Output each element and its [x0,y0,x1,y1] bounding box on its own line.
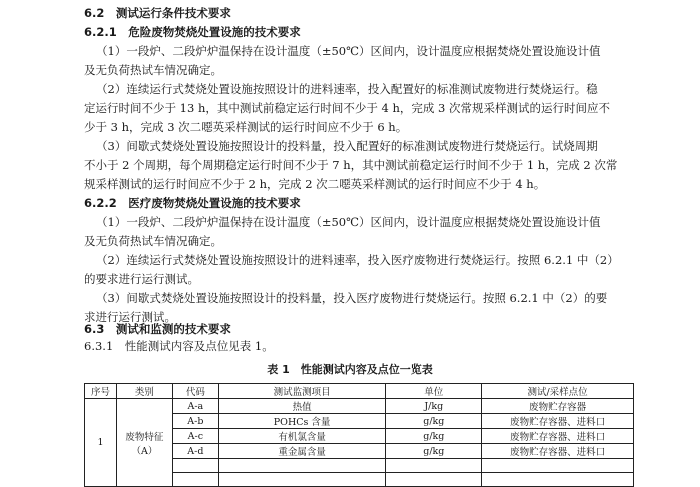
item-cell: POHCs 含量 [218,414,386,429]
section-6-3-heading: 6.3 测试和监测的技术要求 [84,322,231,336]
paragraph-line: 少于 3 h，完成 3 次二噁英采样测试的运行时间应不少于 6 h。 [84,120,408,134]
section-6-2-2-heading: 6.2.2 医疗废物焚烧处置设施的技术要求 [84,196,301,210]
seq-cell: 1 [85,399,117,487]
section-6-2-1-heading: 6.2.1 危险废物焚烧处置设施的技术要求 [84,25,301,39]
item-cell: 重金属含量 [218,444,386,459]
header-category: 类别 [116,384,172,399]
paragraph-line: （2）连续运行式焚烧处置设施按照设计的进料速率，投入配置好的标准测试废物进行焚烧运行。稳 [96,82,598,96]
code-cell: A-c [172,429,218,444]
header-seq: 序号 [85,384,117,399]
point-cell [482,473,634,487]
paragraph-line: 不小于 2 个周期，每个周期稳定运行时间不少于 7 h，其中测试前稳定运行时间不少于 1 h，完成 2 次常 [84,158,618,172]
paragraph-line: （3）间歇式焚烧处置设施按照设计的投料量，投入医疗废物进行焚烧运行。按照 6.2.1 中（2）的要 [96,291,608,305]
paragraph-line: 的要求进行运行测试。 [84,272,199,286]
header-unit: 单位 [386,384,482,399]
paragraph-line: 及无负荷热试车情况确定。 [84,63,222,77]
paragraph-line: （3）间歇式焚烧处置设施按照设计的投料量，投入配置好的标准测试废物进行焚烧运行。试烧周期 [96,139,598,153]
unit-cell: g/kg [386,429,482,444]
point-cell: 废物贮存容器、进料口 [482,414,634,429]
section-6-3-1-line: 6.3.1 性能测试内容及点位见表 1。 [84,339,274,353]
item-cell: 有机氯含量 [218,429,386,444]
point-cell: 废物贮存容器 [482,399,634,414]
code-cell [172,473,218,487]
unit-cell: g/kg [386,414,482,429]
code-cell [172,459,218,473]
item-cell [218,473,386,487]
point-cell: 废物贮存容器、进料口 [482,444,634,459]
table-row [85,399,634,414]
header-code: 代码 [172,384,218,399]
item-cell: 热值 [218,399,386,414]
section-6-2-heading: 6.2 测试运行条件技术要求 [84,6,231,20]
point-cell: 废物贮存容器、进料口 [482,429,634,444]
point-cell [482,459,634,473]
unit-cell [386,473,482,487]
header-point: 测试/采样点位 [482,384,634,399]
paragraph-line: （1）一段炉、二段炉炉温保持在设计温度（±50℃）区间内，设计温度应根据焚烧处置设施设计值 [96,215,601,229]
paragraph-line: 求进行运行测试。 [84,310,176,324]
unit-cell: J/kg [386,399,482,414]
table-header-row [85,384,634,399]
paragraph-line: （2）连续运行式焚烧处置设施按照设计的进料速率，投入医疗废物进行焚烧运行。按照 6.2.1 中（2） [96,253,619,267]
paragraph-line: 定运行时间不少于 13 h，其中测试前稳定运行时间不少于 4 h，完成 3 次常规采样测试的运行时间应不 [84,101,611,115]
code-cell: A-a [172,399,218,414]
paragraph-line: 及无负荷热试车情况确定。 [84,234,222,248]
code-cell: A-b [172,414,218,429]
table-caption: 表 1 性能测试内容及点位一览表 [267,363,433,376]
unit-cell [386,459,482,473]
performance-test-table [84,383,634,487]
header-item: 测试监测项目 [218,384,386,399]
category-cell: 废物特征（A） [116,399,172,487]
paragraph-line: 规采样测试的运行时间应不少于 2 h，完成 2 次二噁英采样测试的运行时间应不少于 4 h。 [84,177,546,191]
item-cell [218,459,386,473]
code-cell: A-d [172,444,218,459]
paragraph-line: （1）一段炉、二段炉炉温保持在设计温度（±50℃）区间内，设计温度应根据焚烧处置设施设计值 [96,44,601,58]
unit-cell: g/kg [386,444,482,459]
